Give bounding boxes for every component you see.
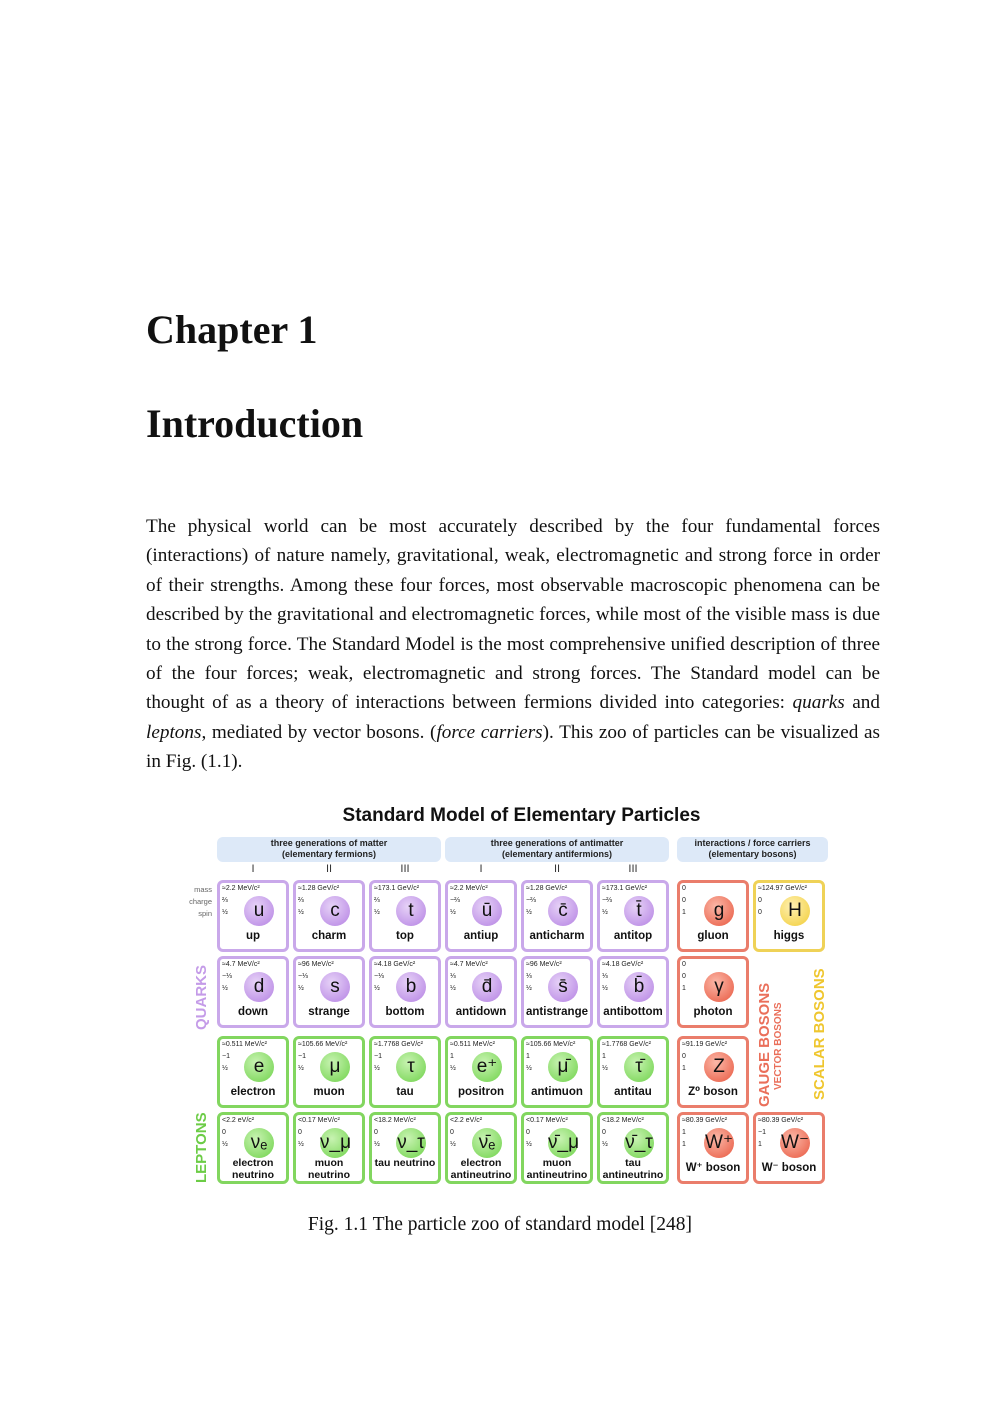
figure-title: Standard Model of Elementary Particles	[342, 805, 701, 826]
prop-label-mass: mass	[194, 885, 212, 894]
generation-label: I	[479, 863, 483, 875]
particle-symbol: s̄	[548, 972, 578, 1002]
generation-label: III	[400, 863, 410, 875]
particle-name: antiup	[463, 930, 499, 942]
particle-symbol: ν̄ₑ	[472, 1128, 502, 1158]
particle-charge: 1	[450, 1053, 454, 1060]
particle-symbol: γ	[704, 972, 734, 1002]
particle-name: antimuon	[531, 1086, 583, 1098]
particle-symbol: W⁻	[780, 1128, 810, 1158]
particle-symbol: ν̄_μ	[548, 1128, 578, 1158]
particle-charge: −⅔	[450, 897, 460, 904]
header-matter-line1: three generations of matter	[270, 838, 388, 848]
particle-mass: 0	[682, 885, 686, 892]
particle-mass: ≈105.66 MeV/c²	[526, 1041, 576, 1048]
particle-spin: ½	[374, 1141, 380, 1148]
particle-mass: ≈124.97 GeV/c²	[758, 885, 807, 892]
generation-label: II	[553, 863, 561, 875]
header-force	[677, 837, 828, 862]
group-label-gauge-bosons: GAUGE BOSONS	[756, 982, 773, 1107]
particle-spin: ½	[374, 909, 380, 916]
particle-name: gluon	[697, 930, 729, 942]
particle-card	[597, 880, 669, 952]
particle-card	[445, 956, 517, 1028]
particle-spin: ½	[602, 985, 608, 992]
particle-symbol: d̄	[472, 972, 502, 1002]
particle-symbol: ν_τ	[396, 1128, 426, 1158]
intro-paragraph	[146, 512, 880, 777]
particle-mass: ≈96 MeV/c²	[526, 961, 562, 968]
particle-mass: ≈1.28 GeV/c²	[526, 885, 568, 892]
particle-name: higgs	[773, 930, 805, 942]
particle-mass: ≈0.511 MeV/c²	[222, 1041, 267, 1048]
particle-spin: ½	[526, 1141, 532, 1148]
particle-name: Z⁰ boson	[688, 1086, 738, 1098]
particle-spin: 1	[682, 1065, 686, 1072]
particle-symbol: b̄	[624, 972, 654, 1002]
particle-symbol: μ̄	[548, 1052, 578, 1082]
particle-card	[753, 1112, 825, 1184]
particle-name: W⁺ boson	[685, 1162, 741, 1174]
particle-card	[677, 1036, 749, 1108]
particle-spin: ½	[222, 909, 228, 916]
particle-name: antistrange	[526, 1006, 588, 1018]
header-force-line2: (elementary bosons)	[708, 849, 797, 859]
particle-card	[369, 1112, 441, 1184]
term-leptons: leptons	[146, 721, 202, 743]
particle-spin: ½	[526, 985, 532, 992]
particle-mass: ≈4.7 MeV/c²	[450, 961, 488, 968]
particle-name: antitau	[614, 1086, 652, 1098]
particle-symbol: s	[320, 972, 350, 1002]
particle-charge: −⅓	[374, 973, 384, 980]
particle-charge: −1	[374, 1053, 382, 1060]
particle-charge: −⅔	[602, 897, 612, 904]
particle-charge: −1	[222, 1053, 230, 1060]
particle-card	[521, 880, 593, 952]
standard-model-figure	[180, 800, 840, 1200]
particle-name: electron	[230, 1086, 276, 1098]
particle-card	[677, 956, 749, 1028]
particle-symbol: e	[244, 1052, 274, 1082]
particle-spin: 1	[758, 1141, 762, 1148]
particle-charge: 0	[682, 897, 686, 904]
particle-card	[369, 956, 441, 1028]
particle-charge: 0	[682, 1053, 686, 1060]
particle-name: antidown	[455, 1006, 507, 1018]
particle-mass: ≈4.7 MeV/c²	[222, 961, 260, 968]
particle-symbol: t	[396, 896, 426, 926]
particle-name: bottom	[385, 1006, 425, 1018]
particle-name: down	[237, 1006, 269, 1018]
term-force-carriers: force carriers	[436, 721, 543, 743]
chapter-number: Chapter 1	[146, 307, 318, 352]
particle-symbol: c̄	[548, 896, 578, 926]
particle-symbol: τ̄	[624, 1052, 654, 1082]
particle-mass: ≈173.1 GeV/c²	[602, 885, 648, 892]
particle-name: tau	[396, 1086, 414, 1098]
para-text-2: , mediated by vector bosons. (	[201, 721, 437, 743]
particle-symbol: g	[704, 896, 734, 926]
particle-mass: <18.2 MeV/c²	[374, 1117, 416, 1124]
particle-charge: 0	[682, 973, 686, 980]
particle-card	[597, 956, 669, 1028]
particle-spin: ½	[222, 1141, 228, 1148]
group-label-vector-bosons: VECTOR BOSONS	[773, 1002, 784, 1090]
particle-charge: −1	[298, 1053, 306, 1060]
particle-spin: ½	[450, 1141, 456, 1148]
particle-name: antibottom	[603, 1006, 663, 1018]
particle-charge: ⅔	[374, 897, 380, 904]
particle-charge: −⅓	[222, 973, 232, 980]
particle-mass: ≈1.28 GeV/c²	[298, 885, 340, 892]
particle-charge: 1	[526, 1053, 530, 1060]
particle-name: W⁻ boson	[761, 1162, 817, 1174]
particle-mass: 0	[682, 961, 686, 968]
particle-card	[217, 1036, 289, 1108]
particle-symbol: d	[244, 972, 274, 1002]
particle-name: photon	[693, 1006, 733, 1018]
particle-spin: 1	[682, 985, 686, 992]
particle-card	[217, 1112, 289, 1184]
particle-charge: 0	[450, 1129, 454, 1136]
particle-symbol: t̄	[624, 896, 654, 926]
particle-charge: 1	[602, 1053, 606, 1060]
particle-charge: ⅓	[526, 973, 532, 980]
particle-charge: −1	[758, 1129, 766, 1136]
particle-mass: ≈96 MeV/c²	[298, 961, 334, 968]
particle-charge: 0	[374, 1129, 378, 1136]
para-text-and: and	[844, 692, 880, 714]
header-matter	[217, 837, 441, 862]
para-text-1: The physical world can be most accurately described by the four fundamental forces (interactions) of nature namely, gravitational, weak, electromagnetic and strong force in order of their strengths. Among these four forces, most observable macroscopic phenomena can be described by the gravitational and electromagnetic forces, while most of the visible mass is due to the strong force. The Standard Model is the most comprehensive unified description of three of the four forces; weak, electromagnetic and strong forces. The Standard model can be thought of as a theory of interactions between fermions divided into categories:	[146, 516, 880, 714]
particle-charge: ⅔	[298, 897, 304, 904]
header-force-line1: interactions / force carriers	[694, 838, 811, 848]
particle-symbol: b	[396, 972, 426, 1002]
particle-mass: <0.17 MeV/c²	[298, 1117, 340, 1124]
chapter-title: Introduction	[146, 401, 364, 446]
particle-symbol: Z	[704, 1052, 734, 1082]
particle-card	[369, 880, 441, 952]
particle-card	[521, 1036, 593, 1108]
particle-card	[521, 956, 593, 1028]
particle-name: tau antineutrino	[602, 1157, 664, 1181]
particle-spin: ½	[526, 1065, 532, 1072]
particle-charge: 0	[526, 1129, 530, 1136]
particle-symbol: u	[244, 896, 274, 926]
particle-mass: ≈1.7768 GeV/c²	[374, 1041, 423, 1048]
particle-card	[293, 880, 365, 952]
particle-symbol: μ	[320, 1052, 350, 1082]
generation-label: I	[251, 863, 255, 875]
particle-card	[597, 1112, 669, 1184]
particle-charge: ⅓	[602, 973, 608, 980]
particle-name: up	[245, 930, 261, 942]
particle-charge: 0	[758, 897, 762, 904]
particle-card	[677, 880, 749, 952]
prop-label-spin: spin	[198, 909, 212, 918]
particle-mass: ≈0.511 MeV/c²	[450, 1041, 495, 1048]
particle-charge: ⅓	[450, 973, 456, 980]
particle-mass: ≈105.66 MeV/c²	[298, 1041, 348, 1048]
particle-mass: ≈80.39 GeV/c²	[682, 1117, 728, 1124]
generation-label: III	[628, 863, 638, 875]
particle-spin: ½	[450, 909, 456, 916]
particle-name: anticharm	[529, 930, 585, 942]
particle-symbol: τ	[396, 1052, 426, 1082]
particle-mass: ≈91.19 GeV/c²	[682, 1041, 728, 1048]
particle-mass: ≈4.18 GeV/c²	[602, 961, 644, 968]
particle-spin: 1	[682, 1141, 686, 1148]
particle-name: tau neutrino	[374, 1157, 436, 1169]
particle-name: muon neutrino	[308, 1157, 350, 1181]
particle-mass: <0.17 MeV/c²	[526, 1117, 568, 1124]
particle-card	[753, 880, 825, 952]
particle-spin: 0	[758, 909, 762, 916]
particle-card	[293, 1112, 365, 1184]
particle-mass: ≈2.2 MeV/c²	[222, 885, 260, 892]
particle-spin: ½	[602, 1141, 608, 1148]
header-antimatter-line1: three generations of antimatter	[490, 838, 624, 848]
para-text-3: ). This zoo of particles can be visualized as in Fig. (1.1).	[146, 721, 880, 773]
header-antimatter-line2: (elementary antifermions)	[501, 849, 613, 859]
particle-mass: ≈2.2 MeV/c²	[450, 885, 488, 892]
particle-charge: ⅔	[222, 897, 228, 904]
prop-label-charge: charge	[189, 897, 212, 906]
particle-symbol: c	[320, 896, 350, 926]
particle-name: muon	[313, 1086, 345, 1098]
particle-spin: ½	[298, 909, 304, 916]
particle-mass: ≈80.39 GeV/c²	[758, 1117, 804, 1124]
particle-mass: ≈1.7768 GeV/c²	[602, 1041, 651, 1048]
particle-symbol: e⁺	[472, 1052, 502, 1082]
particle-card	[677, 1112, 749, 1184]
particle-symbol: ū	[472, 896, 502, 926]
particle-name: strange	[308, 1006, 350, 1018]
particle-card	[217, 956, 289, 1028]
particle-charge: 0	[222, 1129, 226, 1136]
group-label-quarks: QUARKS	[193, 964, 210, 1030]
particle-spin: ½	[222, 1065, 228, 1072]
particle-card	[445, 1112, 517, 1184]
particle-charge: 0	[602, 1129, 606, 1136]
particle-card	[293, 1036, 365, 1108]
particle-card	[445, 880, 517, 952]
particle-spin: ½	[526, 909, 532, 916]
particle-charge: −⅓	[298, 973, 308, 980]
particle-card	[217, 880, 289, 952]
particle-symbol: ν̄_τ	[624, 1128, 654, 1158]
particle-spin: ½	[450, 985, 456, 992]
particle-spin: ½	[298, 1141, 304, 1148]
particle-name: electron antineutrino	[450, 1157, 512, 1181]
particle-charge: −⅔	[526, 897, 536, 904]
particle-mass: <2.2 eV/c²	[222, 1117, 255, 1124]
particle-spin: ½	[602, 909, 608, 916]
header-matter-line2: (elementary fermions)	[281, 849, 377, 859]
particle-card	[445, 1036, 517, 1108]
particle-spin: ½	[222, 985, 228, 992]
group-label-scalar-bosons: SCALAR BOSONS	[811, 968, 828, 1100]
particle-charge: 0	[298, 1129, 302, 1136]
particle-mass: <2.2 eV/c²	[450, 1117, 483, 1124]
particle-symbol: W⁺	[704, 1128, 734, 1158]
particle-name: positron	[458, 1086, 504, 1098]
particle-charge: 1	[682, 1129, 686, 1136]
particle-card	[369, 1036, 441, 1108]
generation-label: II	[325, 863, 333, 875]
term-quarks: quarks	[792, 692, 845, 714]
particle-name: top	[396, 930, 414, 942]
particle-name: muon antineutrino	[526, 1157, 588, 1181]
particle-spin: ½	[298, 1065, 304, 1072]
particle-mass: ≈173.1 GeV/c²	[374, 885, 420, 892]
particle-name: charm	[311, 930, 347, 942]
particle-symbol: ν_μ	[320, 1128, 350, 1158]
particle-spin: ½	[298, 985, 304, 992]
particle-mass: <18.2 MeV/c²	[602, 1117, 644, 1124]
particle-spin: 1	[682, 909, 686, 916]
particle-spin: ½	[374, 985, 380, 992]
particle-card	[597, 1036, 669, 1108]
particle-name: antitop	[613, 930, 653, 942]
particle-spin: ½	[602, 1065, 608, 1072]
particle-spin: ½	[374, 1065, 380, 1072]
particle-card	[521, 1112, 593, 1184]
particle-spin: ½	[450, 1065, 456, 1072]
header-antimatter	[445, 837, 669, 862]
particle-card	[293, 956, 365, 1028]
particle-symbol: νₑ	[244, 1128, 274, 1158]
particle-name: electron neutrino	[232, 1157, 274, 1181]
particle-symbol: H	[780, 896, 810, 926]
figure-caption: Fig. 1.1 The particle zoo of standard model [248]	[307, 1214, 693, 1235]
group-label-leptons: LEPTONS	[193, 1112, 210, 1183]
particle-mass: ≈4.18 GeV/c²	[374, 961, 416, 968]
